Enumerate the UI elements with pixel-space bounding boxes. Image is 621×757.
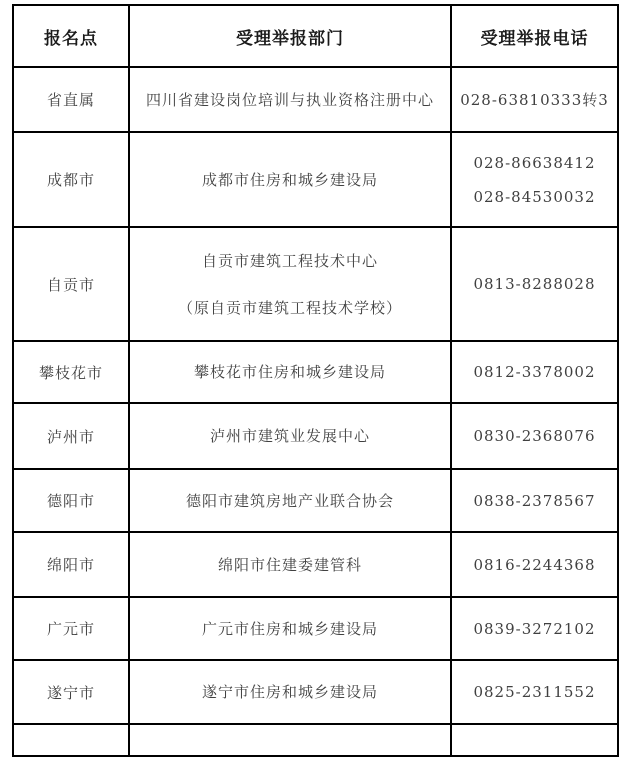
table-row: [13, 341, 618, 403]
phone-line: 028-84530032: [473, 187, 596, 206]
cell-dept: [129, 597, 451, 660]
phone-line: 028-86638412: [473, 153, 596, 172]
cell-site: 省直属: [13, 67, 129, 132]
phone-line: 028-63810333转3: [460, 90, 609, 109]
cell-dept: [129, 341, 451, 403]
dept-line: 四川省建设岗位培训与执业资格注册中心: [145, 90, 434, 109]
cell-site: 自贡市: [13, 227, 129, 341]
cell-site: 攀枝花市: [13, 341, 129, 403]
cell-phone: [451, 469, 618, 532]
col-header-phone: 受理举报电话: [451, 5, 618, 67]
cell-phone: [451, 660, 618, 724]
dept-line: 成都市住房和城乡建设局: [201, 170, 378, 189]
cell-phone: [451, 67, 618, 132]
phone-line: 0838-2378567: [473, 491, 596, 510]
table-row: [13, 227, 618, 341]
cell-phone: [451, 532, 618, 597]
dept-line: 泸州市建筑业发展中心: [209, 427, 370, 445]
report-hotline-table: [12, 4, 619, 757]
table-row: [13, 469, 618, 532]
dept-line: （原自贡市建筑工程技术学校）: [177, 298, 402, 317]
dept-line: 广元市住房和城乡建设局: [201, 619, 378, 638]
table-row: [13, 597, 618, 660]
cell-dept: [129, 132, 451, 227]
header-row: [13, 5, 618, 67]
phone-line: 0813-8288028: [473, 275, 596, 293]
table-row: [13, 132, 618, 227]
cell-site: 绵阳市: [13, 532, 129, 597]
table-row: [13, 67, 618, 132]
cell-site: 广元市: [13, 597, 129, 660]
dept-line: 绵阳市住建委建管科: [217, 555, 362, 574]
phone-line: 0839-3272102: [473, 619, 596, 638]
cell-site: 遂宁市: [13, 660, 129, 724]
cell-dept: [129, 403, 451, 469]
table-row: [13, 660, 618, 724]
cell-site: 成都市: [13, 132, 129, 227]
phone-line: 0825-2311552: [473, 683, 596, 701]
dept-line: 攀枝花市住房和城乡建设局: [193, 363, 386, 381]
cell-dept: [129, 227, 451, 341]
cell-site: 德阳市: [13, 469, 129, 532]
cell-site: [13, 724, 129, 756]
report-hotline-table-wrap: [12, 4, 619, 757]
cell-phone: [451, 341, 618, 403]
phone-line: 0812-3378002: [473, 363, 596, 381]
dept-line: 自贡市建筑工程技术中心: [201, 251, 378, 270]
col-header-dept: 受理举报部门: [129, 5, 451, 67]
cell-phone: [451, 403, 618, 469]
phone-line: 0830-2368076: [473, 427, 596, 445]
phone-line: 0816-2244368: [473, 555, 596, 574]
dept-line: 德阳市建筑房地产业联合协会: [185, 491, 394, 510]
cell-dept: [129, 67, 451, 132]
cell-phone: [451, 132, 618, 227]
cell-phone: [451, 227, 618, 341]
table-row: [13, 403, 618, 469]
cell-dept: [129, 724, 451, 756]
table-row-cutoff: [13, 724, 618, 756]
cell-phone: [451, 597, 618, 660]
dept-line: 遂宁市住房和城乡建设局: [201, 683, 378, 701]
col-header-site: 报名点: [13, 5, 129, 67]
cell-dept: [129, 660, 451, 724]
table-row: [13, 532, 618, 597]
cell-dept: [129, 532, 451, 597]
cell-dept: [129, 469, 451, 532]
cell-site: 泸州市: [13, 403, 129, 469]
cell-phone: [451, 724, 618, 756]
